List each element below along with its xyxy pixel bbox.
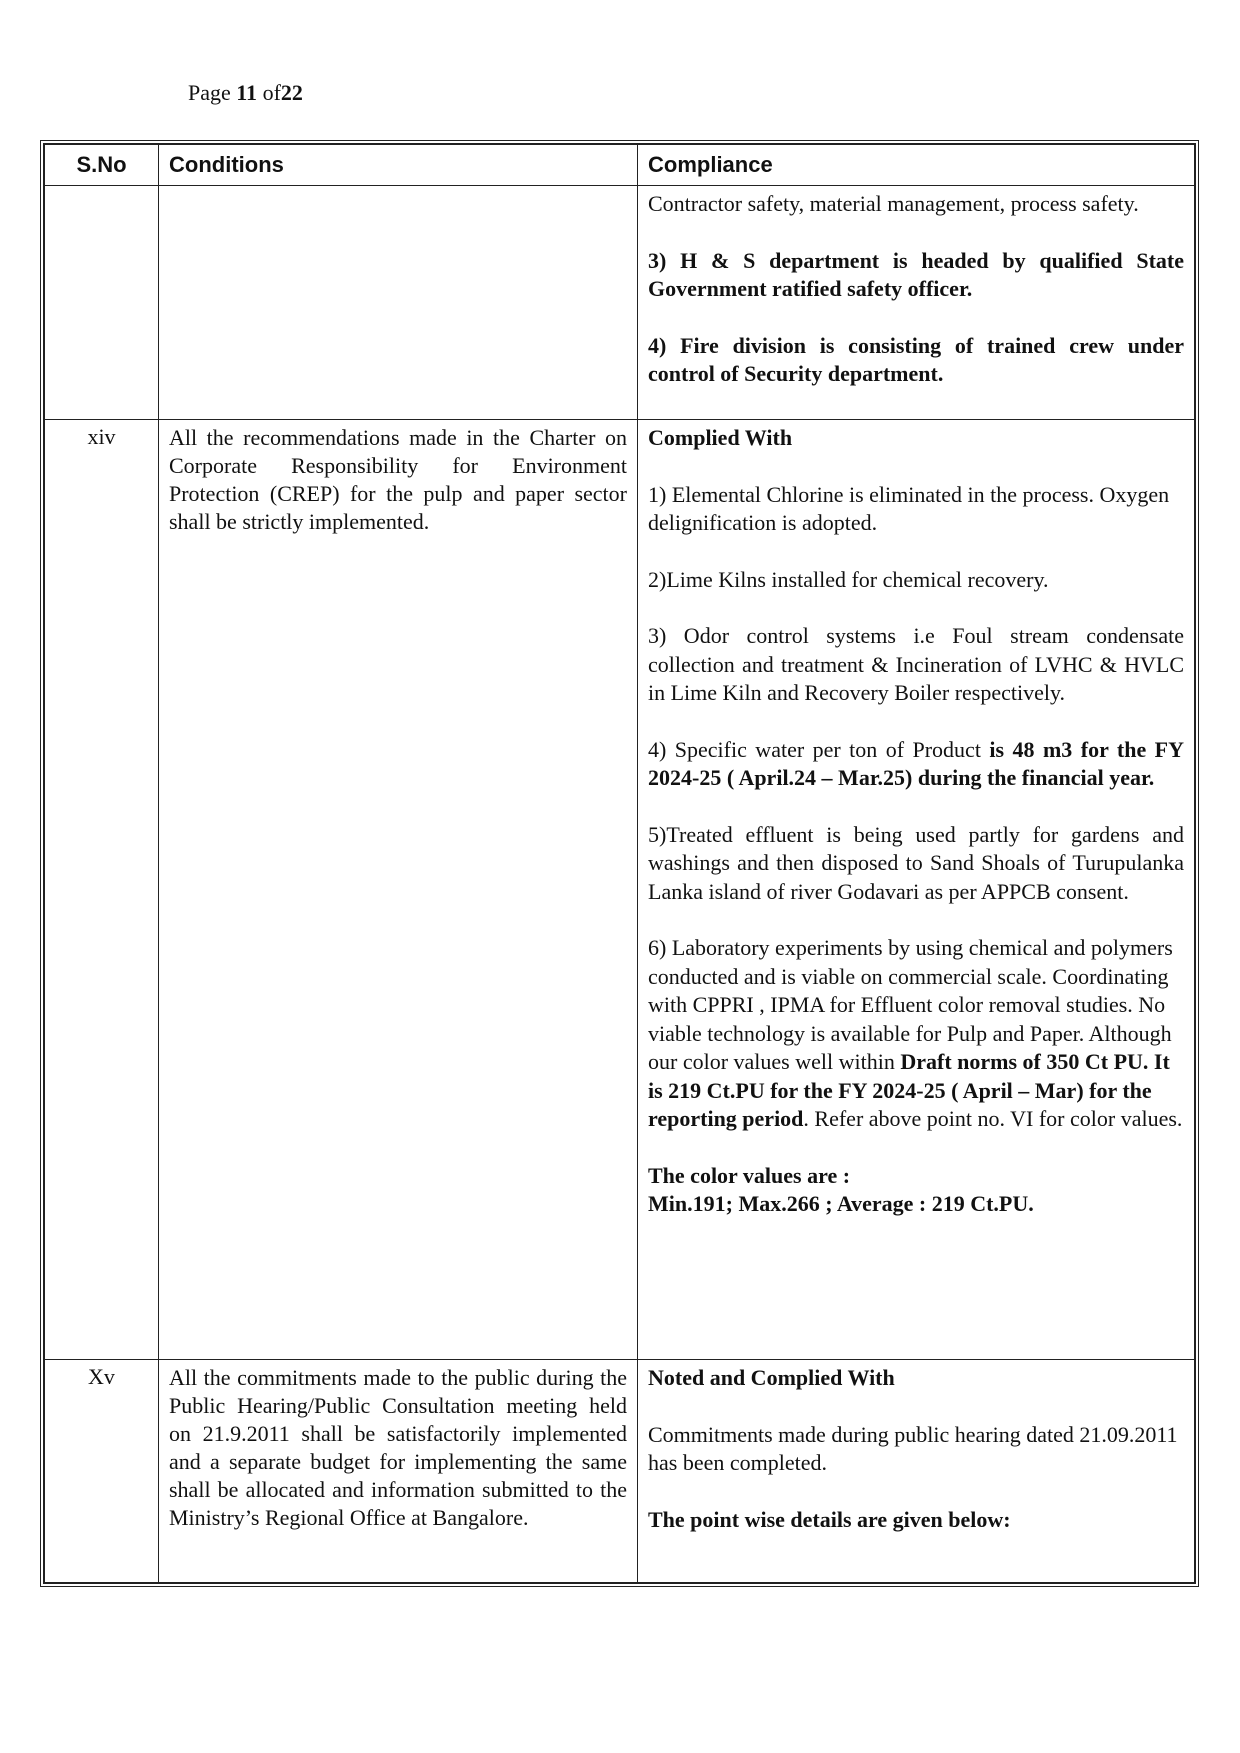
compliance-status: Complied With — [648, 425, 793, 450]
compliance-cell — [638, 420, 1195, 1360]
compliance-text: Contractor safety, material management, process safety. — [648, 191, 1139, 216]
sno-cell: xiv — [45, 420, 159, 1360]
color-values — [648, 1162, 1184, 1219]
sno-cell: Xv — [45, 1360, 159, 1583]
condition-cell-empty — [159, 186, 638, 420]
table-row-continued — [45, 186, 1195, 420]
compliance-text: 5)Treated effluent is being used partly for gardens and washings and then disposed to Sand Shoals of Turupulanka Lanka island of river Godavari as per APPCB consent. — [648, 821, 1184, 904]
compliance-text: 3) H & S department is headed by qualified State Government ratified safety officer. — [648, 247, 1184, 301]
compliance-text: The point wise details are given below: — [648, 1506, 1011, 1532]
compliance-status: Noted and Complied With — [648, 1365, 895, 1390]
header-compliance: Compliance — [638, 145, 1195, 186]
compliance-text-part: 4) Specific water per ton of Product — [648, 736, 990, 762]
compliance-text: Commitments made during public hearing dated 21.09.2011 has been completed. — [648, 1421, 1178, 1475]
color-values-list: Min.191; Max.266 ; Average : 219 Ct.PU. — [648, 1191, 1034, 1216]
compliance-text: 2)Lime Kilns installed for chemical recovery. — [648, 566, 1049, 592]
compliance-text-part: 6) Laboratory experiments by using chemical and polymers conducted and is viable on commercial scale. Coordinating with CPPRI , IPMA for Effluent color removal studies. No viable technology is available for Pulp and Paper. Although our color values well within — [648, 935, 1173, 1074]
compliance-table — [40, 140, 1199, 1587]
compliance-text — [648, 736, 1184, 793]
page-total: 22 — [280, 80, 303, 105]
table-row-xv — [45, 1360, 1195, 1583]
compliance-text: 1) Elemental Chlorine is eliminated in the process. Oxygen delignification is adopted. — [648, 481, 1170, 535]
page-prefix: Page — [188, 80, 231, 105]
condition-cell: All the recommendations made in the Charter on Corporate Responsibility for Environment Protection (CREP) for the pulp and paper sector shall be strictly implemented. — [159, 420, 638, 1360]
compliance-text — [648, 934, 1184, 1134]
compliance-cell — [638, 1360, 1195, 1583]
compliance-text: 3) Odor control systems i.e Foul stream condensate collection and treatment & Incineration of LVHC & HVLC in Lime Kiln and Recovery Boiler respectively. — [648, 623, 1184, 705]
page-of-label: of — [262, 80, 281, 105]
table-header-row — [45, 145, 1195, 186]
table-row-xiv — [45, 420, 1195, 1360]
condition-cell: All the commitments made to the public during the Public Hearing/Public Consultation meeting held on 21.9.2011 shall be satisfactorily implemented and a separate budget for implementing the same shall be allocated and information submitted to the Ministry’s Regional Office at Bangalore. — [159, 1360, 638, 1583]
compliance-text-part: . Refer above point no. VI for color values. — [803, 1106, 1183, 1131]
compliance-text-bold: is 48 m3 for the FY 2024-25 ( April.24 – Mar.25) during the financial year. — [648, 736, 1184, 790]
compliance-text-bold: Draft norms of 350 Ct PU. It is 219 Ct.PU for the FY 2024-25 ( April – Mar) for the reporting period — [648, 1049, 1170, 1131]
compliance-cell-continued — [638, 186, 1195, 420]
page-current: 11 — [236, 80, 258, 105]
header-sno: S.No — [45, 145, 159, 186]
header-conditions: Conditions — [159, 145, 638, 186]
sno-cell-empty — [45, 186, 159, 420]
color-values-heading: The color values are : — [648, 1162, 851, 1188]
compliance-text: 4) Fire division is consisting of trained crew under control of Security department. — [648, 332, 1184, 386]
page-number — [188, 80, 303, 106]
